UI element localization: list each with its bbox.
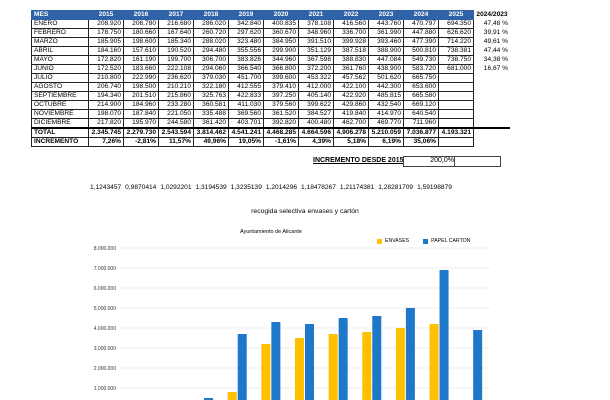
value-cell: 383.826 xyxy=(229,56,264,65)
bar-envases xyxy=(228,392,237,400)
value-cell: 422.833 xyxy=(229,92,264,101)
ratio-cell: 49,61 % xyxy=(483,38,508,46)
bar-envases xyxy=(261,344,270,400)
month-cell: ABRIL xyxy=(32,47,89,56)
value-cell: 198.600 xyxy=(124,38,159,47)
value-cell: 405.140 xyxy=(299,92,334,101)
value-cell: 485.815 xyxy=(369,92,404,101)
value-cell: 348.960 xyxy=(299,29,334,38)
value-cell: 469.770 xyxy=(369,119,404,129)
value-cell: 694.350 xyxy=(439,20,474,29)
header-year: 2024 xyxy=(404,11,439,20)
ratio-value: 1,3235139 xyxy=(230,184,262,191)
value-cell: 217.820 xyxy=(89,119,124,129)
value-cell: 206.740 xyxy=(89,83,124,92)
increment-since-value: 200,0% xyxy=(404,157,455,166)
value-cell: 438.900 xyxy=(369,65,404,74)
month-cell: TOTAL xyxy=(32,128,89,138)
value-cell: -2,81% xyxy=(124,138,159,147)
value-cell: 412.000 xyxy=(299,83,334,92)
value-cell: 222.990 xyxy=(124,74,159,83)
value-cell: 199.700 xyxy=(159,56,194,65)
value-cell: 190.520 xyxy=(159,47,194,56)
value-cell: 388.900 xyxy=(369,47,404,56)
header-year: 2023 xyxy=(369,11,404,20)
month-cell: DICIEMBRE xyxy=(32,119,89,129)
value-cell: 367.598 xyxy=(299,56,334,65)
value-cell: 384.950 xyxy=(264,38,299,47)
increment-since-label: INCREMENTO DESDE 2015 xyxy=(313,157,404,164)
value-cell: -1,61% xyxy=(264,138,299,147)
value-cell: 214.900 xyxy=(89,101,124,110)
value-cell: 233.280 xyxy=(159,101,194,110)
value-cell: 583.720 xyxy=(404,65,439,74)
value-cell: 414.970 xyxy=(369,110,404,119)
value-cell: 236.620 xyxy=(159,74,194,83)
value-cell: 399.622 xyxy=(299,101,334,110)
value-cell: 393.460 xyxy=(369,38,404,47)
month-cell: MARZO xyxy=(32,38,89,47)
legend-label: ENVASES xyxy=(385,238,410,244)
y-tick-label: 1.000.000 xyxy=(93,385,116,392)
value-cell: 5,18% xyxy=(334,138,369,147)
month-cell: NOVIEMBRE xyxy=(32,110,89,119)
value-cell: 161.190 xyxy=(124,56,159,65)
value-cell: 2.543.594 xyxy=(159,128,194,138)
header-year: 2016 xyxy=(124,11,159,20)
ratio-cell: 39,91 % xyxy=(483,29,508,37)
y-tick-label: 5.000.000 xyxy=(93,305,116,312)
value-cell: 412.555 xyxy=(229,83,264,92)
value-cell: 665.580 xyxy=(404,92,439,101)
value-cell: 501.620 xyxy=(369,74,404,83)
value-cell: 178.750 xyxy=(89,29,124,38)
value-cell: 183.660 xyxy=(124,65,159,74)
ratio-value: 0,9870414 xyxy=(125,184,157,191)
ratio-value: 1,59198879 xyxy=(417,184,452,191)
value-cell: 429.860 xyxy=(334,101,369,110)
value-cell: 366.540 xyxy=(229,65,264,74)
value-cell: 422.920 xyxy=(334,92,369,101)
value-cell: 447.084 xyxy=(369,56,404,65)
bar-papel-carton xyxy=(271,322,280,400)
value-cell: 206.780 xyxy=(124,20,159,29)
value-cell: 419.840 xyxy=(334,110,369,119)
value-cell: 194.340 xyxy=(89,92,124,101)
value-cell: 379.030 xyxy=(194,74,229,83)
value-cell: 185.340 xyxy=(159,38,194,47)
value-cell: 442.300 xyxy=(369,83,404,92)
bar-envases xyxy=(430,324,439,400)
value-cell: 294.060 xyxy=(194,65,229,74)
value-cell: 361.520 xyxy=(264,110,299,119)
chart-subtitle: Ayuntamiento de Alicante xyxy=(240,229,302,235)
value-cell: 184.960 xyxy=(124,101,159,110)
header-year: 2015 xyxy=(89,11,124,20)
header-year: 2022 xyxy=(334,11,369,20)
header-year: 2019 xyxy=(229,11,264,20)
value-cell: 4.541.241 xyxy=(229,128,264,138)
month-cell: OCTUBRE xyxy=(32,101,89,110)
value-cell: 336.700 xyxy=(334,29,369,38)
value-cell: 201.510 xyxy=(124,92,159,101)
value-cell: 222.108 xyxy=(159,65,194,74)
value-cell: 653.600 xyxy=(404,83,439,92)
value-cell: 369.560 xyxy=(229,110,264,119)
value-cell: 457.562 xyxy=(334,74,369,83)
value-cell: 288.020 xyxy=(194,38,229,47)
y-tick-label: 3.000.000 xyxy=(93,345,116,352)
value-cell: 355.556 xyxy=(229,47,264,56)
value-cell: 361.990 xyxy=(369,29,404,38)
month-cell: SEPTIEMBRE xyxy=(32,92,89,101)
value-cell: 714.220 xyxy=(439,38,474,47)
header-year: 2025 xyxy=(439,11,474,20)
value-cell: 286.020 xyxy=(194,20,229,29)
value-cell: 208.920 xyxy=(89,20,124,29)
value-cell: 422.100 xyxy=(334,83,369,92)
value-cell: 360.581 xyxy=(194,101,229,110)
value-cell: 399.600 xyxy=(264,74,299,83)
header-month: MES xyxy=(32,11,89,20)
ratio-value: 1,18478267 xyxy=(301,184,336,191)
value-cell: 384.527 xyxy=(299,110,334,119)
header-year: 2018 xyxy=(194,11,229,20)
month-cell: FEBRERO xyxy=(32,29,89,38)
y-tick-label: 7.000.000 xyxy=(93,265,116,272)
value-cell: 416.560 xyxy=(334,20,369,29)
value-cell: 35,06% xyxy=(404,138,439,147)
value-cell: 198.500 xyxy=(124,83,159,92)
value-cell: 462.700 xyxy=(334,119,369,129)
ratio-value: 1,0292201 xyxy=(160,184,192,191)
value-cell: 500.810 xyxy=(404,47,439,56)
value-cell: 323.480 xyxy=(229,38,264,47)
ratio-value: 1,3194539 xyxy=(195,184,227,191)
header-year: 2020 xyxy=(264,11,299,20)
value-cell: 669.120 xyxy=(404,101,439,110)
value-cell: 738.381 xyxy=(439,47,474,56)
month-cell: JUNIO xyxy=(32,65,89,74)
y-tick-label: 4.000.000 xyxy=(93,325,116,332)
value-cell: 549.730 xyxy=(404,56,439,65)
y-tick-label: 8.000.000 xyxy=(93,245,116,252)
value-cell: 221.050 xyxy=(159,110,194,119)
value-cell: 7,26% xyxy=(89,138,124,147)
value-cell: 2.279.730 xyxy=(124,128,159,138)
y-tick-label: 6.000.000 xyxy=(93,285,116,292)
header-year: 2017 xyxy=(159,11,194,20)
value-cell: 4.468.285 xyxy=(264,128,299,138)
value-cell: 294.480 xyxy=(194,47,229,56)
value-cell: 665.750 xyxy=(404,74,439,83)
bar-papel-carton xyxy=(406,308,415,400)
value-cell: 432.540 xyxy=(369,101,404,110)
value-cell: 195.970 xyxy=(124,119,159,129)
value-cell: 325.763 xyxy=(194,92,229,101)
value-cell: 344.960 xyxy=(264,56,299,65)
value-cell: 351.129 xyxy=(299,47,334,56)
value-cell: 711.960 xyxy=(404,119,439,129)
bar-papel-carton xyxy=(238,334,247,400)
value-cell: 3.814.462 xyxy=(194,128,229,138)
value-cell: 411.030 xyxy=(229,101,264,110)
value-cell: 167.640 xyxy=(159,29,194,38)
ratio-cell: 47,44 % xyxy=(483,47,508,55)
value-cell: 299.900 xyxy=(264,47,299,56)
ratio-value: 1,28281709 xyxy=(378,184,414,191)
value-cell: 322.180 xyxy=(194,83,229,92)
value-cell: 198.070 xyxy=(89,110,124,119)
bar-papel-carton xyxy=(372,316,381,400)
header-ratio: 2024/2023 xyxy=(474,11,511,20)
value-cell: 260.720 xyxy=(194,29,229,38)
value-cell: 11,57% xyxy=(159,138,194,147)
ratio-cell: 34,38 % xyxy=(483,56,508,64)
value-cell: 400.480 xyxy=(299,119,334,129)
value-cell: 4,39% xyxy=(299,138,334,147)
legend-label: PAPEL CARTON xyxy=(431,238,471,244)
ratio-value: 1,1243457 xyxy=(90,184,122,191)
bar-envases xyxy=(295,338,304,400)
value-cell: 388.830 xyxy=(334,56,369,65)
value-cell: 4.906.278 xyxy=(334,128,369,138)
y-tick-label: 2.000.000 xyxy=(93,365,116,372)
value-cell: 387.518 xyxy=(334,47,369,56)
value-cell: 372.200 xyxy=(299,65,334,74)
value-cell: 738.750 xyxy=(439,56,474,65)
value-cell: 306.700 xyxy=(194,56,229,65)
value-cell: 360.670 xyxy=(264,29,299,38)
value-cell: 477.390 xyxy=(404,38,439,47)
bar-envases xyxy=(329,334,338,400)
month-cell: INCREMENTO xyxy=(32,138,89,147)
value-cell: 391.510 xyxy=(299,38,334,47)
value-cell: 400.835 xyxy=(264,20,299,29)
bar-papel-carton xyxy=(473,330,482,400)
month-cell: JULIO xyxy=(32,74,89,83)
value-cell: 210.210 xyxy=(159,83,194,92)
value-cell: 447.880 xyxy=(404,29,439,38)
bar-papel-carton xyxy=(339,318,348,400)
value-cell: 626.620 xyxy=(439,29,474,38)
ratio-cell: 47,48 % xyxy=(483,20,508,28)
value-cell: 453.322 xyxy=(299,74,334,83)
value-cell: 2.345.745 xyxy=(89,128,124,138)
value-cell: 157.610 xyxy=(124,47,159,56)
ratio-value: 1,21174381 xyxy=(339,184,375,191)
value-cell: 335.488 xyxy=(194,110,229,119)
value-cell: 216.680 xyxy=(159,20,194,29)
value-cell: 361.420 xyxy=(194,119,229,129)
value-cell: 6,19% xyxy=(369,138,404,147)
value-cell: 399.928 xyxy=(334,38,369,47)
value-cell: 19,05% xyxy=(229,138,264,147)
month-cell: AGOSTO xyxy=(32,83,89,92)
value-cell: 379.560 xyxy=(264,101,299,110)
value-cell: 215.860 xyxy=(159,92,194,101)
ratio-cell: 16,67 % xyxy=(483,65,508,73)
value-cell: 4.664.596 xyxy=(299,128,334,138)
value-cell: 7.036.877 xyxy=(404,128,439,138)
value-cell: 210.800 xyxy=(89,74,124,83)
value-cell: 470.797 xyxy=(404,20,439,29)
value-cell: 187.840 xyxy=(124,110,159,119)
value-cell: 4.193.321 xyxy=(439,128,474,138)
value-cell: 361.760 xyxy=(334,65,369,74)
bar-envases xyxy=(396,328,405,400)
value-cell: 392.820 xyxy=(264,119,299,129)
value-cell: 5.210.059 xyxy=(369,128,404,138)
month-cell: ENERO xyxy=(32,20,89,29)
value-cell: 184.160 xyxy=(89,47,124,56)
value-cell: 172.520 xyxy=(89,65,124,74)
value-cell: 379.410 xyxy=(264,83,299,92)
value-cell: 681.000 xyxy=(439,65,474,74)
ratio-value: 1,2014296 xyxy=(265,184,298,191)
header-year: 2021 xyxy=(299,11,334,20)
bar-papel-carton xyxy=(305,324,314,400)
value-cell: 297.620 xyxy=(229,29,264,38)
value-cell: 180.660 xyxy=(124,29,159,38)
chart-title: recogida selectiva envases y cartón xyxy=(251,208,359,215)
bar-papel-carton xyxy=(440,270,449,400)
value-cell: 397.250 xyxy=(264,92,299,101)
value-cell: 378.108 xyxy=(299,20,334,29)
value-cell: 49,96% xyxy=(194,138,229,147)
value-cell: 172.820 xyxy=(89,56,124,65)
value-cell: 640.540 xyxy=(404,110,439,119)
bar-envases xyxy=(362,332,371,400)
value-cell: 244.580 xyxy=(159,119,194,129)
value-cell: 403.701 xyxy=(229,119,264,129)
value-cell: 451.700 xyxy=(229,74,264,83)
value-cell: 443.760 xyxy=(369,20,404,29)
value-cell: 366.800 xyxy=(264,65,299,74)
month-cell: MAYO xyxy=(32,56,89,65)
value-cell: 342.840 xyxy=(229,20,264,29)
value-cell: 185.905 xyxy=(89,38,124,47)
